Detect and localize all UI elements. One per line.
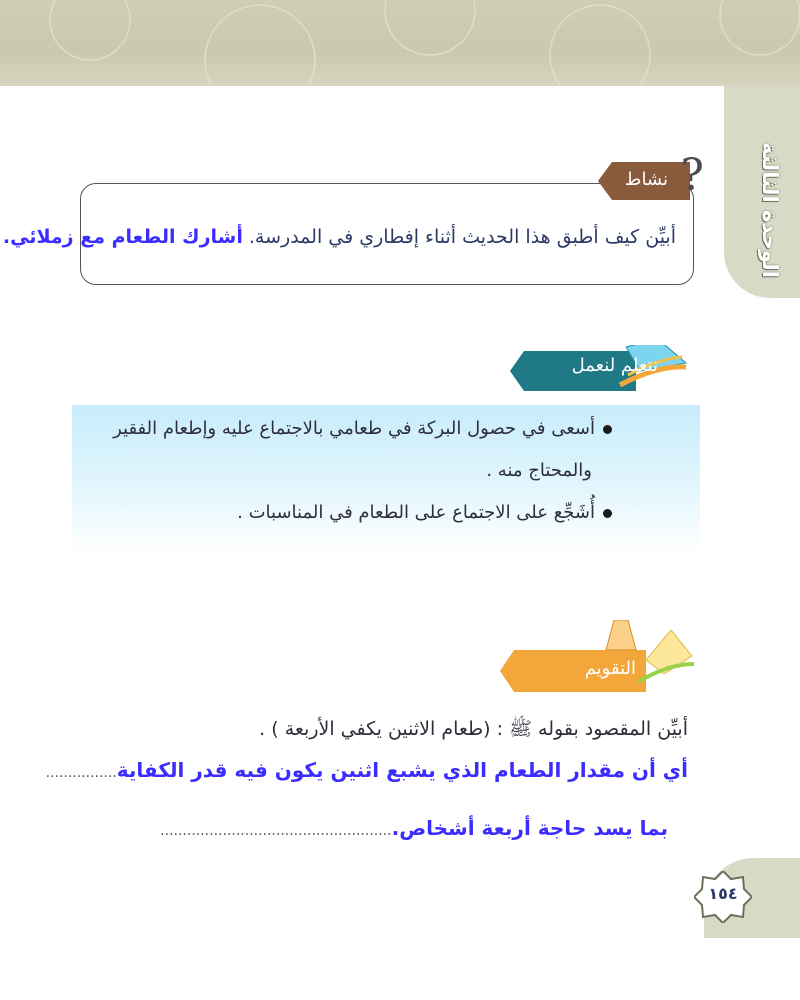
answer-line-2 xyxy=(160,816,668,840)
evaluation-label: التقويم xyxy=(584,658,636,679)
answer-text-1: أي أن مقدار الطعام الذي يشبع اثنين يكون فيه قدر الكفاية xyxy=(116,758,688,782)
unit-title: الوحدة الثالثة xyxy=(758,142,782,278)
activity-tag xyxy=(598,162,690,200)
unit-side-tab xyxy=(724,86,800,298)
answer-dots-1: ................ xyxy=(45,765,117,781)
activity-text xyxy=(3,226,676,248)
learn-tag xyxy=(508,345,688,393)
evaluation-tag xyxy=(496,620,696,700)
answer-dots-2: .................................................... xyxy=(160,823,392,839)
activity-answer: أشارك الطعام مع زملائي. xyxy=(2,226,243,248)
learn-bullet-2: أُشَجِّع على الاجتماع على الطعام في المناسبات . xyxy=(237,502,612,523)
learn-bullet-1-continuation: والمحتاج منه . xyxy=(486,460,592,481)
top-decorative-band xyxy=(0,0,800,86)
evaluation-question: أبيِّن المقصود بقوله ﷺ : (طعام الاثنين يكفي الأربعة ) . xyxy=(259,718,688,740)
learn-bullet-1: أسعى في حصول البركة في طعامي بالاجتماع عليه وإطعام الفقير xyxy=(113,418,612,439)
bullet-dot-icon xyxy=(603,425,612,434)
answer-line-1 xyxy=(46,758,688,782)
page-number: ١٥٤ xyxy=(708,884,738,903)
question-mark-icon: ? xyxy=(680,150,704,201)
bullet-dot-icon xyxy=(603,509,612,518)
activity-question: أبيِّن كيف أطبق هذا الحديث أثناء إفطاري في المدرسة. xyxy=(248,226,676,248)
answer-text-2: بما يسد حاجة أربعة أشخاص. xyxy=(391,816,668,840)
activity-label: نشاط xyxy=(624,169,668,190)
page-number-badge xyxy=(694,871,752,923)
learn-label: نتعلم لنعمل xyxy=(571,355,658,376)
